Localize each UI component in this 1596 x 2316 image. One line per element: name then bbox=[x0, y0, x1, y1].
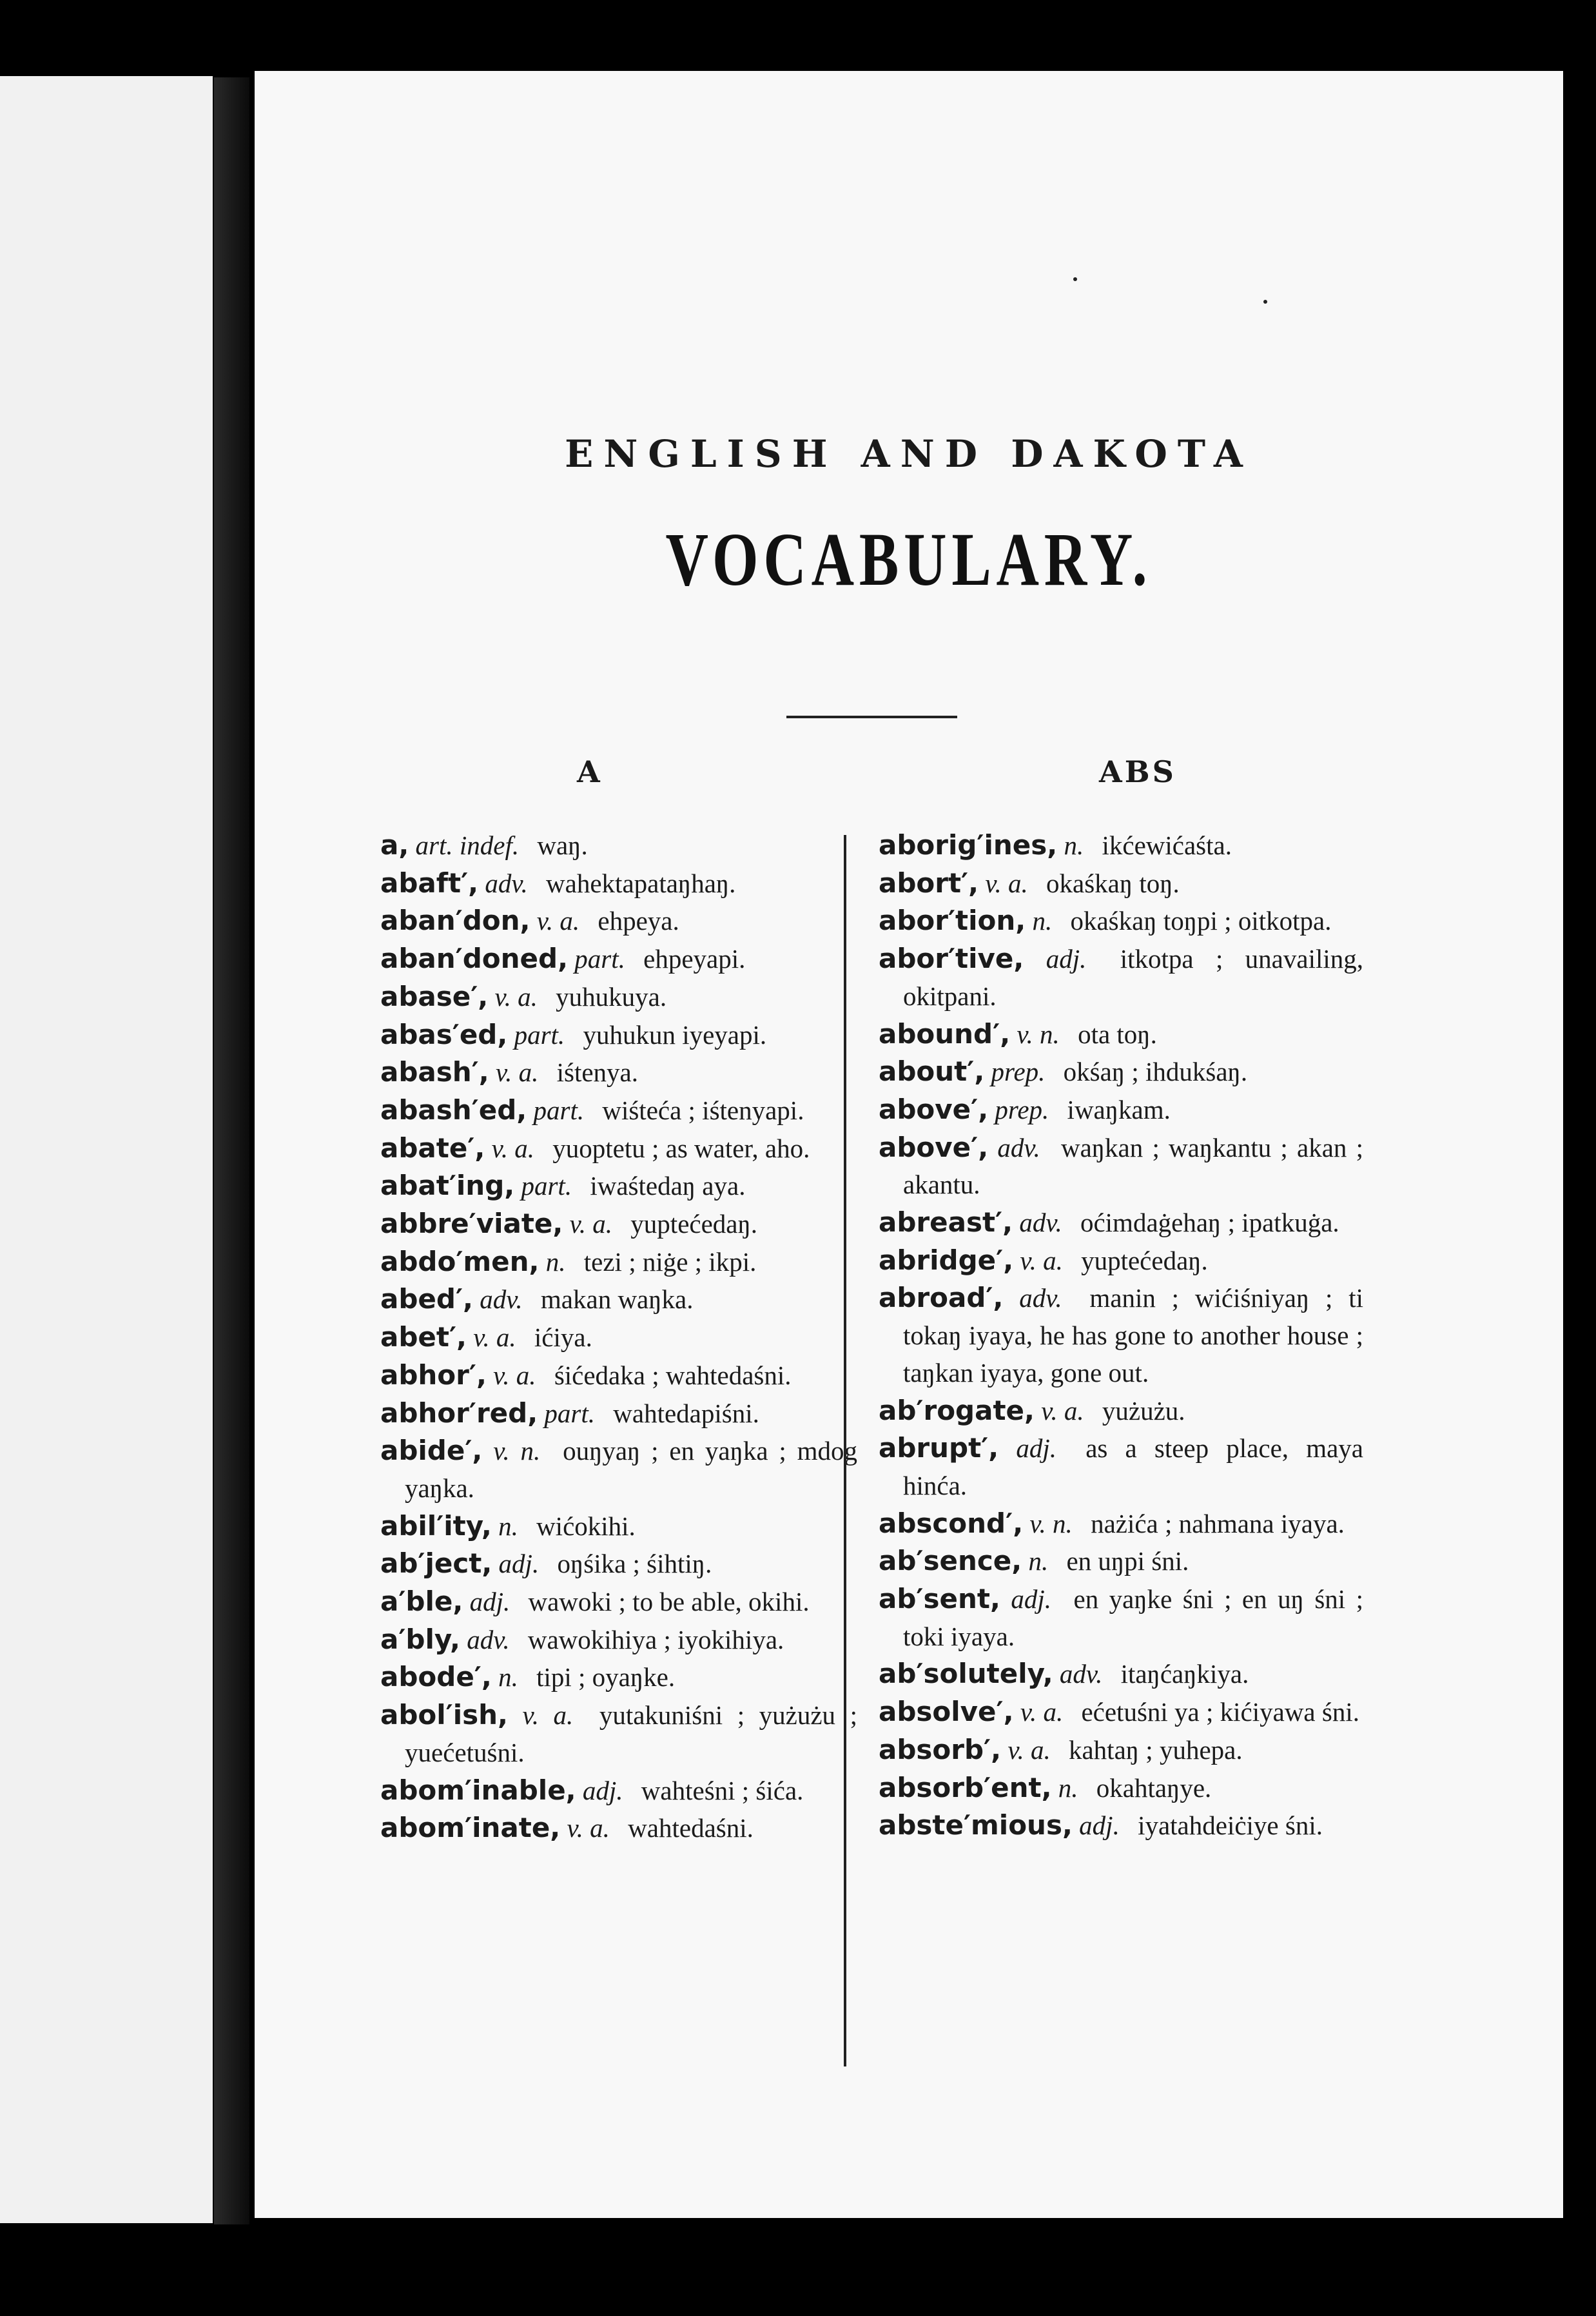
entry-grammar: n. bbox=[1032, 906, 1053, 936]
entry-grammar: n. bbox=[1064, 830, 1084, 860]
entry-definition: yuoptetu ; as water, aho. bbox=[552, 1133, 810, 1163]
entry-grammar: part. bbox=[521, 1171, 572, 1201]
entry-definition: śićedaka ; wahtedaśni. bbox=[554, 1360, 792, 1390]
dictionary-entry bbox=[380, 1205, 857, 1243]
entry-definition: okśaŋ ; ihdukśaŋ. bbox=[1063, 1057, 1248, 1087]
entry-definition: nażića ; nahmana iyaya. bbox=[1091, 1508, 1345, 1538]
dictionary-entry bbox=[879, 1242, 1363, 1280]
entry-definition: manin ; wićiśniyaŋ ; ti tokaŋ iyaya, he has gone to another house ; taŋkan iyaya, gone out. bbox=[903, 1283, 1364, 1388]
entry-definition: ehpeyapi. bbox=[643, 944, 746, 974]
entry-grammar: v. a. bbox=[494, 981, 538, 1012]
entry-definition: yuptećedaŋ. bbox=[630, 1209, 758, 1239]
dictionary-entry bbox=[380, 1243, 857, 1281]
dictionary-entry bbox=[879, 1693, 1363, 1731]
entry-headword: abhor′, bbox=[380, 1359, 487, 1391]
dictionary-entry bbox=[380, 902, 857, 940]
entry-grammar: adj. bbox=[498, 1549, 540, 1579]
entry-headword: abom′inate, bbox=[380, 1812, 561, 1844]
entry-grammar: v. a. bbox=[473, 1322, 516, 1353]
entry-headword: aban′doned, bbox=[380, 943, 569, 975]
entry-grammar: part. bbox=[544, 1398, 596, 1428]
entry-definition: ehpeya. bbox=[598, 906, 679, 936]
entry-definition: itkotpa ; unavailing, okitpani. bbox=[903, 944, 1364, 1011]
entry-headword: above′, bbox=[879, 1131, 989, 1163]
book-page bbox=[255, 71, 1563, 2218]
entry-grammar: part. bbox=[574, 944, 625, 974]
entry-definition: yużużu. bbox=[1102, 1395, 1185, 1426]
entry-headword: ab′rogate, bbox=[879, 1394, 1035, 1426]
dictionary-entry bbox=[879, 940, 1363, 1015]
dictionary-entry bbox=[879, 902, 1363, 940]
entry-grammar: part. bbox=[533, 1095, 585, 1125]
entry-grammar: v. n. bbox=[1029, 1508, 1073, 1538]
entry-grammar: n. bbox=[545, 1246, 566, 1277]
entry-definition: wawoki ; to be able, okihi. bbox=[528, 1587, 810, 1617]
left-column-header: A bbox=[577, 754, 600, 789]
entry-definition: oćimdaġehaŋ ; ipatkuġa. bbox=[1080, 1208, 1339, 1238]
entry-grammar: adv. bbox=[1019, 1283, 1062, 1313]
entry-definition: ikćewićaśta. bbox=[1102, 830, 1232, 860]
dictionary-entry bbox=[380, 827, 857, 865]
entry-definition: en uŋpi śni. bbox=[1066, 1546, 1189, 1576]
entry-headword: above′, bbox=[879, 1093, 989, 1125]
entry-definition: ota toŋ. bbox=[1078, 1019, 1157, 1049]
entry-grammar: v. n. bbox=[493, 1436, 541, 1466]
dictionary-entry bbox=[879, 1392, 1363, 1430]
entry-headword: a′bly, bbox=[380, 1623, 460, 1655]
dictionary-entry bbox=[879, 1542, 1363, 1580]
entry-grammar: adv. bbox=[1059, 1659, 1103, 1689]
entry-grammar: art. indef. bbox=[415, 830, 520, 860]
entry-definition: as a steep place, maya hinća. bbox=[903, 1433, 1363, 1500]
entry-definition: wahtedapiśni. bbox=[613, 1398, 759, 1428]
entry-headword: a′ble, bbox=[380, 1585, 463, 1618]
entry-headword: about′, bbox=[879, 1055, 985, 1088]
entry-definition: iwaŋkam. bbox=[1067, 1094, 1171, 1124]
dictionary-entry bbox=[879, 1769, 1363, 1807]
entry-definition: okaśkaŋ toŋpi ; oitkotpa. bbox=[1070, 906, 1332, 936]
dictionary-entry bbox=[380, 1054, 857, 1092]
entry-headword: a, bbox=[380, 829, 409, 861]
dictionary-entry bbox=[879, 1580, 1363, 1655]
column-divider bbox=[844, 835, 846, 2066]
dictionary-entry bbox=[879, 1279, 1363, 1391]
title-line-2: VOCABULARY. bbox=[665, 517, 1153, 602]
entry-headword: abhor′red, bbox=[380, 1397, 538, 1429]
dictionary-entry bbox=[879, 1731, 1363, 1769]
print-speck bbox=[1263, 300, 1267, 304]
entry-grammar: v. a. bbox=[536, 906, 580, 936]
dictionary-entry bbox=[879, 1129, 1363, 1204]
dictionary-entry bbox=[879, 865, 1363, 903]
entry-grammar: prep. bbox=[991, 1057, 1046, 1087]
entry-definition: makan waŋka. bbox=[540, 1284, 694, 1315]
entry-grammar: v. a. bbox=[1007, 1734, 1051, 1765]
entry-headword: abase′, bbox=[380, 980, 489, 1012]
entry-definition: wahteśni ; śića. bbox=[641, 1775, 804, 1805]
entry-definition: ećetuśni ya ; kićiyawa śni. bbox=[1081, 1697, 1359, 1727]
entry-headword: abide′, bbox=[380, 1435, 483, 1467]
dictionary-entry bbox=[380, 1583, 857, 1621]
entry-definition: tipi ; oyaŋke. bbox=[536, 1662, 676, 1693]
dictionary-entry bbox=[879, 1204, 1363, 1242]
entry-grammar: n. bbox=[498, 1511, 518, 1541]
dictionary-entry bbox=[380, 1621, 857, 1659]
entry-headword: abort′, bbox=[879, 867, 979, 899]
entry-definition: wahtedaśni. bbox=[628, 1813, 754, 1843]
dictionary-entry bbox=[380, 1281, 857, 1319]
entry-definition: itaŋćaŋkiya. bbox=[1120, 1659, 1249, 1689]
entry-grammar: adj. bbox=[1079, 1811, 1120, 1841]
entry-headword: abdo′men, bbox=[380, 1245, 540, 1277]
entry-definition: ouŋyaŋ ; en yaŋka ; mdog yaŋka. bbox=[405, 1436, 858, 1503]
dictionary-entry bbox=[380, 1696, 857, 1771]
entry-headword: abor′tive, bbox=[879, 943, 1024, 975]
entry-headword: abet′, bbox=[380, 1321, 467, 1353]
dictionary-entry bbox=[879, 1655, 1363, 1693]
title-rule bbox=[786, 716, 957, 718]
entry-headword: abat′ing, bbox=[380, 1170, 515, 1202]
entry-grammar: adv. bbox=[1019, 1208, 1062, 1238]
dictionary-entry bbox=[380, 1130, 857, 1168]
entry-grammar: n. bbox=[498, 1662, 518, 1693]
entry-definition: wiśteća ; iśtenyapi. bbox=[602, 1095, 804, 1125]
book-spine bbox=[214, 77, 249, 2224]
entry-headword: abreast′, bbox=[879, 1206, 1013, 1239]
entry-headword: absolve′, bbox=[879, 1696, 1014, 1728]
dictionary-entry bbox=[380, 1507, 857, 1546]
dictionary-entry bbox=[380, 1658, 857, 1696]
dictionary-entry bbox=[380, 1809, 857, 1847]
entry-definition: iśtenya. bbox=[556, 1057, 638, 1088]
right-column-header: ABS bbox=[1099, 754, 1176, 789]
entry-grammar: v. a. bbox=[1020, 1697, 1064, 1727]
entry-headword: abil′ity, bbox=[380, 1509, 492, 1542]
entry-grammar: adv. bbox=[997, 1132, 1040, 1163]
dictionary-entry bbox=[879, 1807, 1363, 1845]
entry-headword: ab′ject, bbox=[380, 1547, 492, 1580]
entry-grammar: adv. bbox=[467, 1624, 510, 1654]
entry-grammar: n. bbox=[1058, 1772, 1078, 1803]
left-column bbox=[380, 827, 857, 1847]
dictionary-entry bbox=[380, 1432, 857, 1507]
dictionary-entry bbox=[380, 1167, 857, 1205]
entry-headword: abrupt′, bbox=[879, 1432, 999, 1464]
entry-definition: okahtaŋye. bbox=[1096, 1772, 1212, 1803]
entry-definition: yuhukuya. bbox=[556, 981, 667, 1012]
entry-headword: absorb′ent, bbox=[879, 1771, 1052, 1803]
entry-grammar: v. n. bbox=[1017, 1019, 1060, 1049]
entry-headword: ab′sence, bbox=[879, 1545, 1022, 1577]
entry-definition: yutakuniśni ; yużużu ; yuećetuśni. bbox=[405, 1700, 858, 1767]
dictionary-entry bbox=[879, 1429, 1363, 1504]
entry-grammar: v. a. bbox=[493, 1360, 536, 1390]
entry-grammar: v. a. bbox=[1041, 1395, 1084, 1426]
entry-definition: okaśkaŋ toŋ. bbox=[1046, 868, 1180, 898]
entry-headword: aborig′ines, bbox=[879, 829, 1058, 861]
dictionary-entry bbox=[380, 1016, 857, 1054]
dictionary-entry bbox=[380, 865, 857, 903]
entry-headword: absorb′, bbox=[879, 1733, 1002, 1765]
entry-headword: abbre′viate, bbox=[380, 1208, 563, 1240]
entry-grammar: v. a. bbox=[491, 1133, 534, 1163]
entry-grammar: v. a. bbox=[569, 1209, 613, 1239]
dictionary-entry bbox=[879, 1091, 1363, 1129]
dictionary-entry bbox=[879, 1505, 1363, 1543]
dictionary-entry bbox=[380, 1092, 857, 1130]
entry-headword: abound′, bbox=[879, 1017, 1011, 1050]
facing-page bbox=[0, 76, 213, 2223]
entry-definition: wićokihi. bbox=[536, 1511, 636, 1541]
entry-definition: wahektapataŋhaŋ. bbox=[546, 868, 736, 898]
entry-headword: ab′solutely, bbox=[879, 1658, 1053, 1690]
entry-definition: yuhukun iyeyapi. bbox=[583, 1019, 767, 1050]
dictionary-entry bbox=[380, 1357, 857, 1395]
right-column bbox=[879, 827, 1363, 1845]
entry-grammar: adv. bbox=[480, 1284, 523, 1315]
entry-grammar: v. a. bbox=[495, 1057, 539, 1088]
entry-definition: tezi ; niġe ; ikpi. bbox=[583, 1246, 757, 1277]
entry-definition: oŋśika ; śihtiŋ. bbox=[557, 1549, 712, 1579]
entry-headword: abate′, bbox=[380, 1132, 485, 1164]
dictionary-entry bbox=[879, 1053, 1363, 1091]
entry-grammar: adv. bbox=[485, 868, 528, 898]
entry-grammar: adj. bbox=[1046, 944, 1087, 974]
entry-grammar: v. a. bbox=[985, 868, 1028, 898]
entry-headword: abode′, bbox=[380, 1661, 492, 1693]
dictionary-entry bbox=[380, 978, 857, 1016]
entry-definition: kahtaŋ ; yuhepa. bbox=[1068, 1734, 1243, 1765]
entry-headword: abscond′, bbox=[879, 1507, 1024, 1539]
entry-definition: en yaŋke śni ; en uŋ śni ; toki iyaya. bbox=[903, 1584, 1364, 1651]
entry-grammar: n. bbox=[1028, 1546, 1049, 1576]
entry-definition: waŋkan ; waŋkantu ; akan ; akantu. bbox=[903, 1132, 1364, 1200]
entry-headword: abash′ed, bbox=[380, 1094, 527, 1126]
dictionary-entry bbox=[879, 827, 1363, 865]
entry-grammar: v. a. bbox=[567, 1813, 610, 1843]
entry-headword: ab′sent, bbox=[879, 1583, 1000, 1615]
entry-headword: abor′tion, bbox=[879, 905, 1026, 937]
dictionary-entry bbox=[879, 1016, 1363, 1054]
entry-headword: abaft′, bbox=[380, 867, 479, 899]
entry-headword: abste′mious, bbox=[879, 1809, 1073, 1841]
dictionary-entry bbox=[380, 1772, 857, 1810]
entry-grammar: v. a. bbox=[1020, 1245, 1063, 1275]
entry-headword: abroad′, bbox=[879, 1282, 1004, 1314]
dictionary-entry bbox=[380, 940, 857, 978]
title-line-1: ENGLISH AND DAKOTA bbox=[565, 432, 1253, 476]
entry-definition: ićiya. bbox=[534, 1322, 592, 1353]
entry-headword: abom′inable, bbox=[380, 1774, 576, 1806]
dictionary-entry bbox=[380, 1319, 857, 1357]
entry-definition: iyatahdeiċiye śni. bbox=[1138, 1811, 1323, 1841]
entry-grammar: part. bbox=[514, 1019, 565, 1050]
entry-grammar: prep. bbox=[995, 1094, 1049, 1124]
entry-headword: abridge′, bbox=[879, 1244, 1014, 1276]
entry-definition: yuptećedaŋ. bbox=[1081, 1245, 1208, 1275]
entry-definition: waŋ. bbox=[537, 830, 588, 860]
dictionary-entry bbox=[380, 1545, 857, 1583]
entry-grammar: adj. bbox=[469, 1587, 511, 1617]
entry-headword: abas′ed, bbox=[380, 1018, 508, 1050]
entry-headword: aban′don, bbox=[380, 905, 530, 937]
entry-grammar: adj. bbox=[582, 1775, 623, 1805]
entry-headword: abol′ish, bbox=[380, 1699, 508, 1731]
entry-headword: abash′, bbox=[380, 1056, 489, 1088]
entry-headword: abed′, bbox=[380, 1283, 473, 1315]
entry-grammar: adj. bbox=[1011, 1584, 1052, 1614]
entry-grammar: adj. bbox=[1016, 1433, 1057, 1464]
dictionary-entry bbox=[380, 1395, 857, 1433]
entry-definition: wawokihiya ; iyokihiya. bbox=[527, 1624, 784, 1654]
entry-grammar: v. a. bbox=[522, 1700, 574, 1731]
print-speck bbox=[1073, 277, 1077, 281]
entry-definition: iwaśtedaŋ aya. bbox=[590, 1171, 746, 1201]
